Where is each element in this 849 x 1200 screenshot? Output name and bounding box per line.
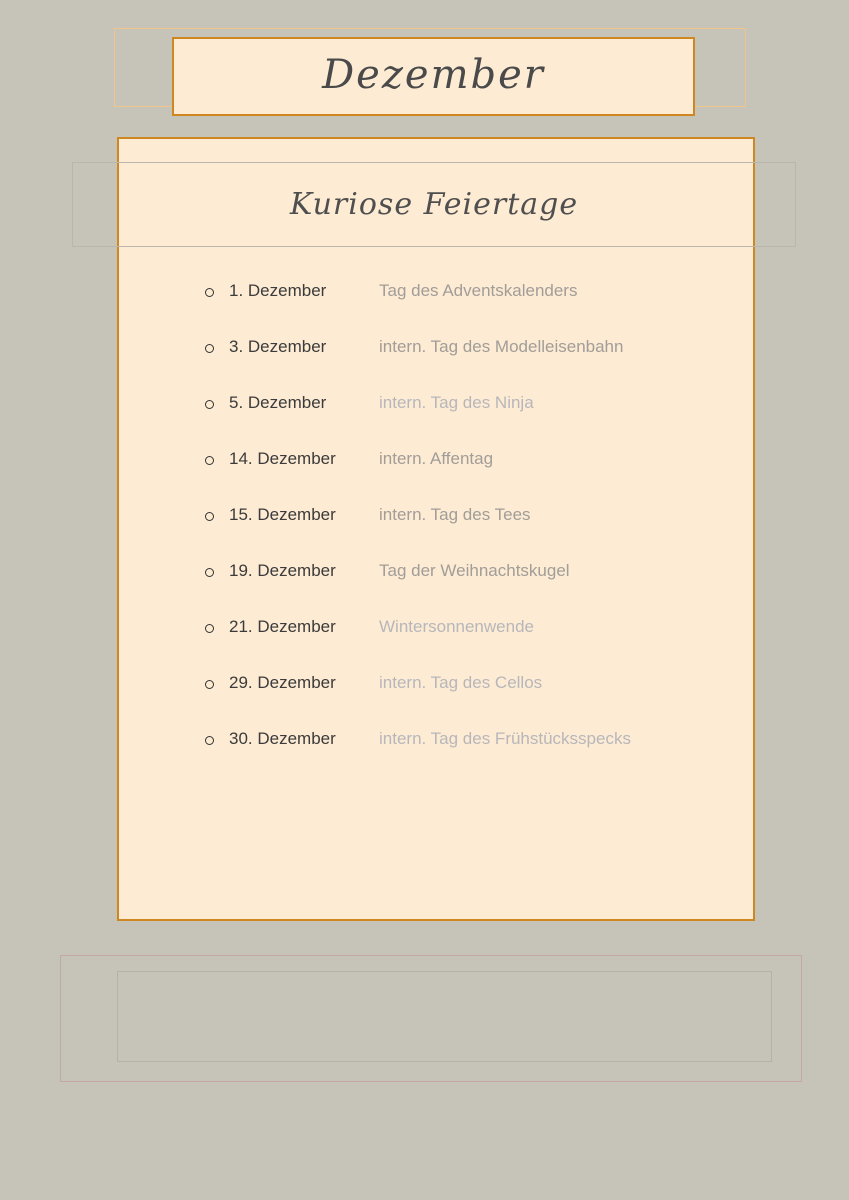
list-item: [205, 669, 542, 697]
holiday-panel: [117, 137, 755, 921]
holiday-name: Tag des Adventskalenders: [379, 281, 578, 300]
bullet-icon: [205, 512, 214, 521]
list-item: [205, 389, 534, 417]
list-item: [205, 613, 534, 641]
holiday-name: intern. Tag des Cellos: [379, 673, 543, 692]
list-item: [205, 445, 493, 473]
holiday-date: 1. Dezember: [229, 281, 327, 300]
bullet-icon: [205, 568, 214, 577]
section-title: Kuriose Feiertage: [289, 187, 579, 222]
holiday-name: intern. Affentag: [379, 449, 494, 468]
list-item: [205, 501, 531, 529]
list-item: [205, 725, 631, 753]
holiday-name: intern. Tag des Tees: [379, 505, 531, 524]
holiday-date: 14. Dezember: [229, 449, 336, 468]
holiday-date: 5. Dezember: [229, 393, 327, 412]
holiday-name: intern. Tag des Ninja: [379, 393, 534, 412]
bullet-icon: [205, 456, 214, 465]
holiday-date: 29. Dezember: [229, 673, 336, 692]
list-item: [205, 557, 570, 585]
bullet-icon: [205, 624, 214, 633]
bullet-icon: [205, 344, 214, 353]
bullet-icon: [205, 400, 214, 409]
holiday-name: intern. Tag des Frühstücksspecks: [379, 729, 631, 748]
holiday-date: 30. Dezember: [229, 729, 336, 748]
month-title: Dezember: [322, 51, 545, 98]
holiday-name: Wintersonnenwende: [379, 617, 534, 636]
holiday-name: Tag der Weihnachtskugel: [379, 561, 570, 580]
section-title-frame: [72, 162, 796, 247]
list-item: [205, 333, 623, 361]
holiday-date: 3. Dezember: [229, 337, 327, 356]
notes-frame-inner: [117, 971, 772, 1062]
holiday-date: 15. Dezember: [229, 505, 336, 524]
bullet-icon: [205, 680, 214, 689]
holiday-name: intern. Tag des Modelleisenbahn: [379, 337, 624, 356]
bullet-icon: [205, 736, 214, 745]
month-header: [172, 37, 695, 116]
bullet-icon: [205, 288, 214, 297]
holiday-date: 21. Dezember: [229, 617, 336, 636]
list-item: [205, 277, 577, 305]
holiday-date: 19. Dezember: [229, 561, 336, 580]
